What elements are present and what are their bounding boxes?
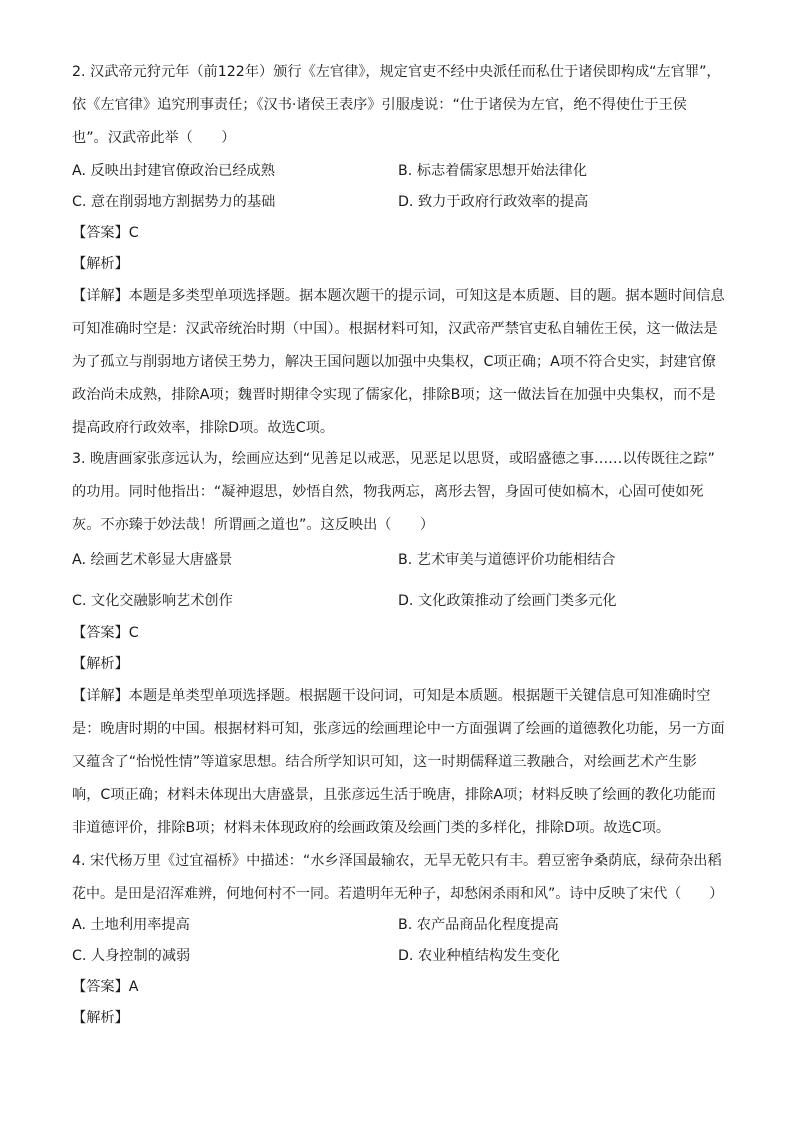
detail-line: 【详解】本题是多类型单项选择题。据本题次题干的提示词，可知这是本质题、目的题。据本题时间信息 xyxy=(72,288,725,304)
option-d: D. 农业种植结构发生变化 xyxy=(398,948,560,964)
options-row xyxy=(72,550,726,570)
options-row xyxy=(72,192,726,212)
detail-line: 非道德评价，排除B项；材料未体现政府的绘画政策及绘画门类的多样化，排除D项。故选C项。 xyxy=(72,820,671,836)
option-b: B. 艺术审美与道德评价功能相结合 xyxy=(398,552,616,568)
option-b: B. 农产品商品化程度提高 xyxy=(398,917,559,933)
options-row xyxy=(72,161,726,181)
detail-line: 是：晚唐时期的中国。根据材料可知，张彦远的绘画理论中一方面强调了绘画的道德教化功能，另一方面 xyxy=(72,721,725,737)
answer-label: 【答案】C xyxy=(72,225,139,241)
question-stem-line: 花中。是田是沼浑难辨，何地何村不一同。若遣明年无种子，却愁闲杀雨和风”。诗中反映了宋代（ ） xyxy=(72,886,724,902)
question-stem-line: 3. 晚唐画家张彦远认为，绘画应达到“见善足以戒恶，见恶足以思贤，或昭盛德之事……以传既往之踪” xyxy=(72,451,715,467)
detail-line: 【详解】本题是单类型单项选择题。根据题干设问词，可知是本质题。根据题干关键信息可知准确时空 xyxy=(72,688,711,704)
detail-line: 为了孤立与削弱地方诸侯王势力，解决王国问题以加强中央集权，C项正确；A项不符合史实，封建官僚 xyxy=(72,354,716,370)
options-row xyxy=(72,946,726,966)
option-a: A. 反映出封建官僚政治已经成熟 xyxy=(72,163,275,179)
detail-line: 政治尚未成熟，排除A项；魏晋时期律令实现了儒家化，排除B项；这一做法旨在加强中央集权，而不是 xyxy=(72,387,716,403)
question-stem-line: 灰。不亦臻于妙法哉！所谓画之道也”。这反映出（ ） xyxy=(72,517,435,533)
question-stem-line: 依《左官律》追究刑事责任；《汉书·诸侯王表序》引服虔说：“仕于诸侯为左官，绝不得使仕于王侯 xyxy=(72,97,687,113)
option-a: A. 绘画艺术彰显大唐盛景 xyxy=(72,552,233,568)
answer-label: 【答案】C xyxy=(72,625,139,641)
detail-line: 又蕴含了“怡悦性情”等道家思想。结合所学知识可知，这一时期儒释道三教融合，对绘画艺术产生影 xyxy=(72,754,697,770)
options-row xyxy=(72,591,726,611)
option-b: B. 标志着儒家思想开始法律化 xyxy=(398,163,588,179)
detail-line: 响，C项正确；材料未体现出大唐盛景，且张彦远生活于晚唐，排除A项；材料反映了绘画的教化功能而 xyxy=(72,787,716,803)
question-stem-line: 的功用。同时他指出：“凝神遐思，妙悟自然，物我两忘，离形去智，身固可使如槁木，心固可使如死 xyxy=(72,484,704,500)
option-c: C. 意在削弱地方割据势力的基础 xyxy=(72,194,276,210)
option-c: C. 人身控制的减弱 xyxy=(72,948,191,964)
analysis-label: 【解析】 xyxy=(72,1010,129,1026)
option-a: A. 土地利用率提高 xyxy=(72,917,190,933)
question-stem-line: 也”。汉武帝此举（ ） xyxy=(72,130,236,146)
question-stem-line: 4. 宋代杨万里《过宜福桥》中描述：“水乡泽国最输农，无旱无乾只有丰。碧豆密争桑荫底，绿荷杂出稻 xyxy=(72,853,722,869)
question-stem-line: 2. 汉武帝元狩元年（前122年）颁行《左官律》，规定官吏不经中央派任而私仕于诸侯即构成“左官罪”， xyxy=(72,64,721,80)
option-c: C. 文化交融影响艺术创作 xyxy=(72,593,233,609)
answer-label: 【答案】A xyxy=(72,979,139,995)
option-d: D. 致力于政府行政效率的提高 xyxy=(398,194,589,210)
detail-line: 可知准确时空是：汉武帝统治时期（中国）。根据材料可知，汉武帝严禁官吏私自辅佐王侯，这一做法是 xyxy=(72,321,718,337)
option-d: D. 文化政策推动了绘画门类多元化 xyxy=(398,593,617,609)
analysis-label: 【解析】 xyxy=(72,256,129,272)
analysis-label: 【解析】 xyxy=(72,656,129,672)
detail-line: 提高政府行政效率，排除D项。故选C项。 xyxy=(72,420,335,436)
options-row xyxy=(72,915,726,935)
